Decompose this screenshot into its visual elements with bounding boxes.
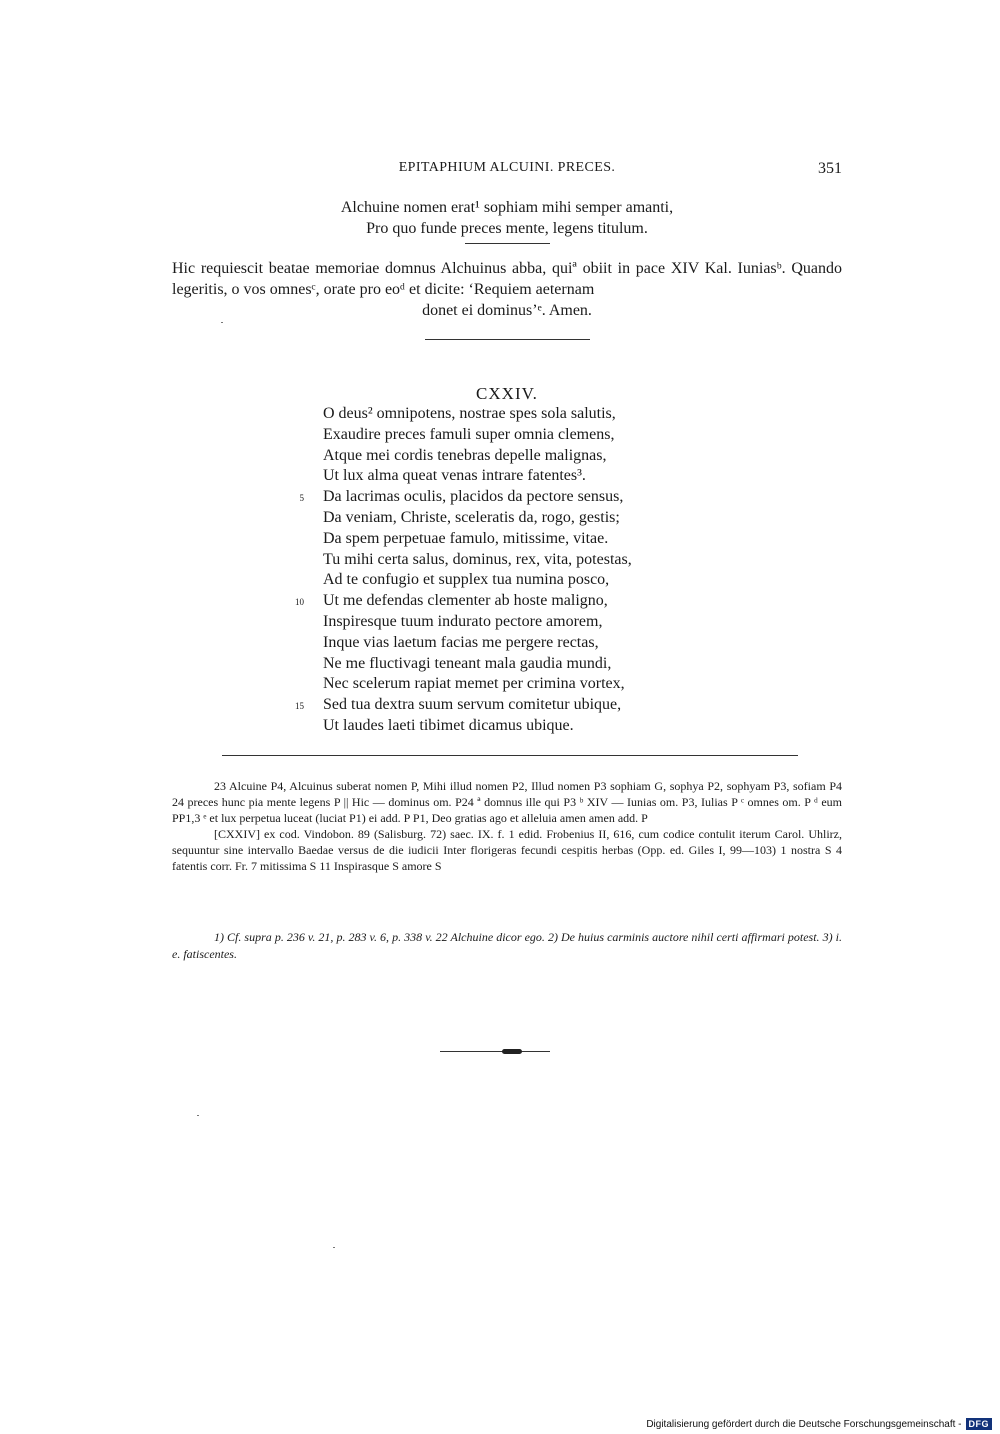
section-divider — [425, 339, 590, 340]
verse-text: Ut laudes laeti tibimet dicamus ubique. — [323, 716, 574, 734]
verse-text: Ad te confugio et supplex tua numina posco, — [323, 571, 610, 589]
verse-line — [280, 674, 730, 695]
verse-line — [280, 446, 730, 467]
verse-line — [280, 612, 730, 633]
verse-text: Da spem perpetuae famulo, mitissime, vitae. — [323, 529, 609, 547]
running-title: EPITAPHIUM ALCUINI. PRECES. — [398, 160, 616, 175]
scan-speck — [333, 1247, 335, 1248]
verse-number: 10 — [295, 597, 304, 608]
verse-line — [280, 529, 730, 550]
verse-text: Da lacrimas oculis, placidos da pectore sensus, — [323, 488, 624, 506]
verse-text: Inspiresque tuum indurato pectore amorem, — [323, 612, 603, 630]
epitaph-distich — [172, 197, 842, 250]
inscription-prose — [172, 258, 842, 321]
verse-number: 5 — [299, 493, 304, 504]
footnotes — [172, 929, 842, 963]
footnote-rule — [222, 755, 798, 756]
verse-line — [280, 716, 730, 737]
poem-verses — [280, 404, 730, 737]
verse-text: O deus² omnipotens, nostrae spes sola salutis, — [323, 405, 616, 422]
credit-text: Digitalisierung gefördert durch die Deutsche Forschungsgemeinschaft - — [646, 1418, 962, 1430]
verse-line — [280, 425, 730, 446]
digitization-credit — [646, 1418, 992, 1430]
ornament-bar — [440, 1051, 550, 1052]
epitaph-line: Pro quo funde preces mente, legens titulum. — [366, 220, 648, 237]
verse-line — [280, 466, 730, 487]
verse-line — [280, 695, 730, 716]
ornament-mark — [502, 1049, 522, 1054]
verse-line — [280, 487, 730, 508]
verse-line — [280, 654, 730, 675]
epitaph-line: Alchuine nomen erat¹ sophiam mihi semper amanti, — [340, 199, 674, 216]
verse-text: Ne me fluctivagi teneant mala gaudia mundi, — [323, 654, 612, 672]
epitaph-rule — [465, 243, 550, 244]
verse-text: Nec scelerum rapiat memet per crimina vortex, — [323, 675, 625, 693]
page-number: 351 — [818, 160, 842, 177]
critical-apparatus — [172, 778, 842, 874]
verse-line — [280, 508, 730, 529]
verse-line — [280, 591, 730, 612]
verse-number: 15 — [295, 701, 304, 712]
footnote-paragraph: 1) Cf. supra p. 236 v. 21, p. 283 v. 6, p. 338 v. 22 Alchuine dicor ego. 2) De huius carminis auctore nihil certi affirmari potest. 3) i. e. fatiscentes. — [172, 930, 842, 961]
page-header — [172, 160, 842, 182]
poem-number: CXXIV. — [476, 384, 538, 403]
verse-text: Ut lux alma queat venas intrare fatentes³. — [323, 467, 586, 485]
inscription-last-line: donet ei dominus’ᵉ. Amen. — [422, 302, 592, 319]
end-ornament — [440, 1049, 550, 1055]
scan-speck — [221, 322, 223, 323]
verse-text: Tu mihi certa salus, dominus, rex, vita, potestas, — [323, 550, 632, 568]
verse-text: Da veniam, Christe, sceleratis da, rogo, gestis; — [323, 508, 620, 526]
verse-line — [280, 570, 730, 591]
verse-line — [280, 550, 730, 571]
inscription-text: Hic requiescit beatae memoriae domnus Alchuinus abba, quiª obiit in pace XIV Kal. Iuniasᵇ. Quando legeritis, o vos omnesᶜ, orate pro eoᵈ et dicite: ‘Requiem aeternam — [172, 260, 842, 298]
apparatus-paragraph: 23 Alcuine P4, Alcuinus suberat nomen P, Mihi illud nomen P2, Illud nomen P3 sophiam G, sophya P2, sophyam P3, sofiam P4 24 preces hunc pia mente legens P || Hic — dominus om. P24 ª domnus ille qui P3 ᵇ XIV — Iunias om. P3, Iulias P ᶜ omnes om. P ᵈ eum PP1,3 ᵉ et lux perpetua luceat (luciat P1) ei add. P P1, Deo gratias ago et alleluia amen amen add. P — [172, 779, 842, 825]
verse-text: Inque vias laetum facias me pergere rectas, — [323, 633, 599, 651]
verse-text: Sed tua dextra suum servum comitetur ubique, — [323, 696, 622, 714]
scan-speck — [197, 1115, 199, 1116]
dfg-logo-icon: DFG — [966, 1418, 993, 1430]
verse-text: Atque mei cordis tenebras depelle malignas, — [323, 446, 607, 464]
apparatus-paragraph: [CXXIV] ex cod. Vindobon. 89 (Salisburg. 72) saec. IX. f. 1 edid. Frobenius II, 616, cum codice contulit iterum Carol. Uhlirz, sequuntur sine intervallo Baedae versus de die iudicii Inter florigeras fecundi cespitis herbas (Opp. ed. Giles I, 99—103) 1 nostra S 4 fatentis corr. Fr. 7 mitissima S 11 Inspirasque S amore S — [172, 827, 842, 873]
verse-line — [280, 404, 730, 425]
verse-line — [280, 633, 730, 654]
verse-text: Ut me defendas clementer ab hoste maligno, — [323, 592, 608, 610]
verse-text: Exaudire preces famuli super omnia clemens, — [323, 425, 615, 443]
